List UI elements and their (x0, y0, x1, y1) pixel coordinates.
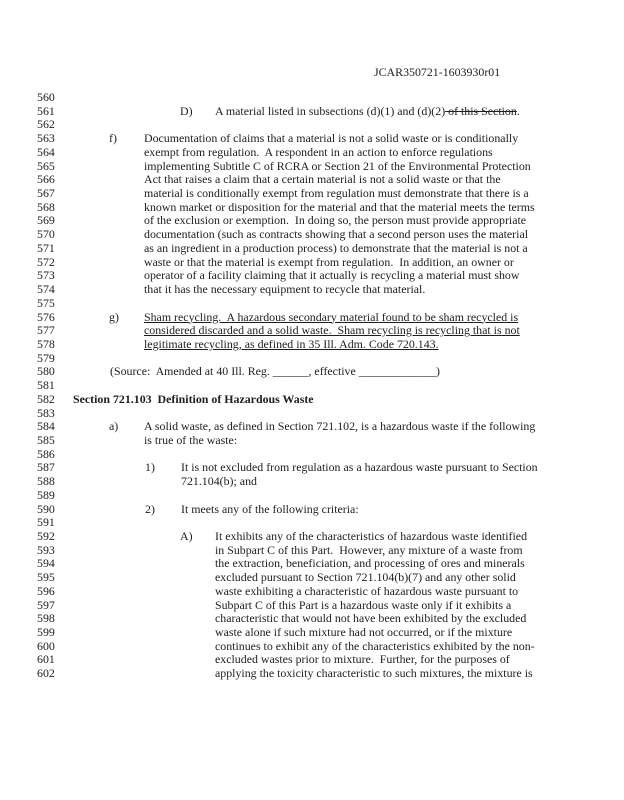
line-text (215, 105, 520, 119)
line-number: 579 (37, 350, 55, 365)
line-number: 562 (37, 117, 55, 132)
document-line (0, 407, 624, 421)
document-line (0, 283, 624, 297)
line-number: 575 (37, 295, 55, 310)
text-run: is true of the waste: (144, 432, 238, 447)
text-run: implementing Subtitle C of RCRA or Section 21 of the Environmental Protection (144, 158, 531, 173)
document-line (0, 132, 624, 146)
document-id-header: JCAR350721-1603930r01 (374, 65, 501, 79)
document-line (0, 420, 624, 434)
text-run: Subpart C of this Part is a hazardous waste only if it exhibits a (215, 597, 512, 612)
line-text (215, 557, 525, 571)
document-line (0, 612, 624, 626)
text-run: documentation (such as contracts showing that a second person uses the material (144, 227, 529, 242)
line-text (181, 475, 257, 489)
line-number: 596 (37, 583, 55, 598)
text-run: waste exhibiting a characteristic of hazardous waste pursuant to (215, 583, 519, 598)
line-text (144, 269, 519, 283)
line-text (181, 503, 359, 517)
line-number: 584 (37, 419, 55, 434)
line-text (215, 544, 523, 558)
line-text (144, 434, 237, 448)
line-number: 586 (37, 446, 55, 461)
line-text (215, 571, 516, 585)
document-line (0, 311, 624, 325)
line-number: 600 (37, 638, 55, 653)
line-text (144, 214, 526, 228)
text-run: Section 721.103 Definition of Hazardous Waste (73, 391, 314, 406)
line-number: 561 (37, 103, 55, 118)
line-number: 576 (37, 309, 55, 324)
line-number: 572 (37, 254, 55, 269)
document-line (0, 516, 624, 530)
line-number: 577 (37, 323, 55, 338)
line-text (215, 612, 526, 626)
document-line (0, 228, 624, 242)
document-line (0, 160, 624, 174)
text-run: operator of a facility claiming that it actually is recycling a material must show (144, 268, 520, 283)
line-text (144, 242, 528, 256)
text-run: in Subpart C of this Part. However, any mixture of a waste from (215, 542, 523, 557)
document-line (0, 201, 624, 215)
line-text (144, 338, 439, 352)
line-text (144, 146, 493, 160)
item-label: D) (180, 103, 193, 118)
line-number: 568 (37, 199, 55, 214)
line-number: 598 (37, 611, 55, 626)
line-text (181, 461, 538, 475)
line-number: 570 (37, 227, 55, 242)
line-number: 583 (37, 405, 55, 420)
deleted-text: of this Section (445, 103, 517, 118)
line-text (144, 132, 518, 146)
line-text (144, 187, 529, 201)
document-line (0, 105, 624, 119)
text-run: exempt from regulation. A respondent in an action to enforce regulations (144, 144, 493, 159)
line-number: 591 (37, 515, 55, 530)
document-line (0, 91, 624, 105)
line-text (144, 283, 425, 297)
document-line (0, 475, 624, 489)
line-text (144, 173, 501, 187)
text-run: continues to exhibit any of the characteristics exhibited by the non- (215, 638, 535, 653)
line-text (144, 311, 518, 325)
document-line (0, 571, 624, 585)
document-line (0, 146, 624, 160)
document-line (0, 256, 624, 270)
line-number: 565 (37, 158, 55, 173)
line-text (215, 653, 510, 667)
line-text (215, 585, 518, 599)
text-run: 721.104(b); and (181, 474, 257, 489)
text-run: material is conditionally exempt from regulation must demonstrate that there is a (144, 186, 529, 201)
line-text (144, 160, 531, 174)
item-label: g) (109, 309, 119, 324)
document-line (0, 173, 624, 187)
document-line (0, 640, 624, 654)
item-label: A) (180, 529, 193, 543)
document-line (0, 269, 624, 283)
line-number: 566 (37, 172, 55, 187)
document-line (0, 338, 624, 352)
text-run: of the exclusion or exemption. In doing so, the person must provide appropriate (144, 213, 527, 228)
line-text (144, 201, 535, 215)
section-heading (73, 393, 314, 407)
text-run: . (516, 103, 520, 118)
text-run: A material listed in subsections (d)(1) and (d)(2) (215, 103, 446, 118)
document-line (0, 653, 624, 667)
item-label: a) (109, 419, 119, 434)
line-text (215, 530, 527, 544)
text-run: It exhibits any of the characteristics of hazardous waste identified (215, 529, 528, 543)
line-number: 597 (37, 597, 55, 612)
text-run: A solid waste, as defined in Section 721.102, is a hazardous waste if the following (144, 419, 536, 434)
document-lines (0, 91, 624, 681)
inserted-text: considered discarded and a solid waste. Sham recycling is recycling that is not (144, 323, 520, 338)
line-number: 564 (37, 144, 55, 159)
line-number: 592 (37, 529, 55, 543)
line-number: 578 (37, 336, 55, 351)
line-text (215, 640, 535, 654)
text-run: characteristic that would not have been exhibited by the excluded (215, 611, 527, 626)
line-number: 580 (37, 364, 55, 379)
text-run: Documentation of claims that a material is not a solid waste or is conditionally (144, 131, 519, 146)
line-number: 602 (37, 666, 55, 681)
document-line (0, 599, 624, 613)
text-run: known market or disposition for the material and that the material meets the terms (144, 199, 535, 214)
document-line (0, 297, 624, 311)
text-run: excluded wastes prior to mixture. Further, for the purposes of (215, 652, 510, 667)
document-line (0, 667, 624, 681)
line-number: 590 (37, 501, 55, 516)
line-number: 563 (37, 131, 55, 146)
document-line (0, 324, 624, 338)
section-heading-line (0, 393, 624, 407)
line-number: 601 (37, 652, 55, 667)
line-number: 588 (37, 474, 55, 489)
line-text (215, 626, 512, 640)
line-number: 585 (37, 432, 55, 447)
text-run: the extraction, beneficiation, and processing of ores and minerals (215, 556, 525, 571)
line-number: 567 (37, 186, 55, 201)
line-text (215, 599, 511, 613)
line-text (144, 256, 514, 270)
document-line (0, 434, 624, 448)
document-line (0, 365, 624, 379)
document-line (0, 352, 624, 366)
document-line (0, 379, 624, 393)
line-number: 574 (37, 282, 55, 297)
line-number: 593 (37, 542, 55, 557)
document-line (0, 242, 624, 256)
document-line (0, 557, 624, 571)
line-number: 560 (37, 90, 55, 104)
line-number: 573 (37, 268, 55, 283)
document-line (0, 585, 624, 599)
line-number: 589 (37, 487, 55, 502)
text-run: excluded pursuant to Section 721.104(b)(7) and any other solid (215, 570, 516, 585)
line-number: 594 (37, 556, 55, 571)
line-number: 571 (37, 240, 55, 255)
item-label: f) (109, 131, 117, 146)
text-run: as an ingredient in a production process) to demonstrate that the material is not a (144, 240, 528, 255)
line-text (144, 228, 528, 242)
item-label: 1) (145, 460, 155, 475)
document-line (0, 448, 624, 462)
text-run: waste alone if such mixture had not occurred, or if the mixture (215, 625, 513, 640)
line-text (144, 420, 535, 434)
line-text (144, 324, 520, 338)
text-run: It meets any of the following criteria: (181, 501, 359, 516)
inserted-text: Sham recycling. A hazardous secondary material found to be sham recycled is (144, 309, 519, 324)
text-run: It is not excluded from regulation as a hazardous waste pursuant to Section (181, 460, 538, 475)
line-text (215, 667, 533, 681)
document-line (0, 544, 624, 558)
document-line (0, 489, 624, 503)
line-number: 582 (37, 391, 55, 406)
document-line (0, 626, 624, 640)
line-number: 569 (37, 213, 55, 228)
document-line (0, 214, 624, 228)
text-run: Act that raises a claim that a certain material is not a solid waste or that the (144, 172, 501, 187)
inserted-text: legitimate recycling, as defined in 35 Ill. Adm. Code 720.143. (144, 336, 439, 351)
document-line (0, 118, 624, 132)
line-text (110, 365, 440, 379)
text-run: waste or that the material is exempt from regulation. In addition, an owner or (144, 254, 514, 269)
text-run: that it has the necessary equipment to recycle that material. (144, 282, 426, 297)
text-run: applying the toxicity characteristic to such mixtures, the mixture is (215, 666, 533, 681)
item-label: 2) (145, 501, 155, 516)
document-line (0, 461, 624, 475)
document-line (0, 503, 624, 517)
document-line (0, 187, 624, 201)
line-number: 599 (37, 625, 55, 640)
line-number: 587 (37, 460, 55, 475)
document-line (0, 530, 624, 544)
line-number: 595 (37, 570, 55, 585)
text-run: (Source: Amended at 40 Ill. Reg. ______, effective _____________) (110, 364, 441, 379)
line-number: 581 (37, 378, 55, 393)
